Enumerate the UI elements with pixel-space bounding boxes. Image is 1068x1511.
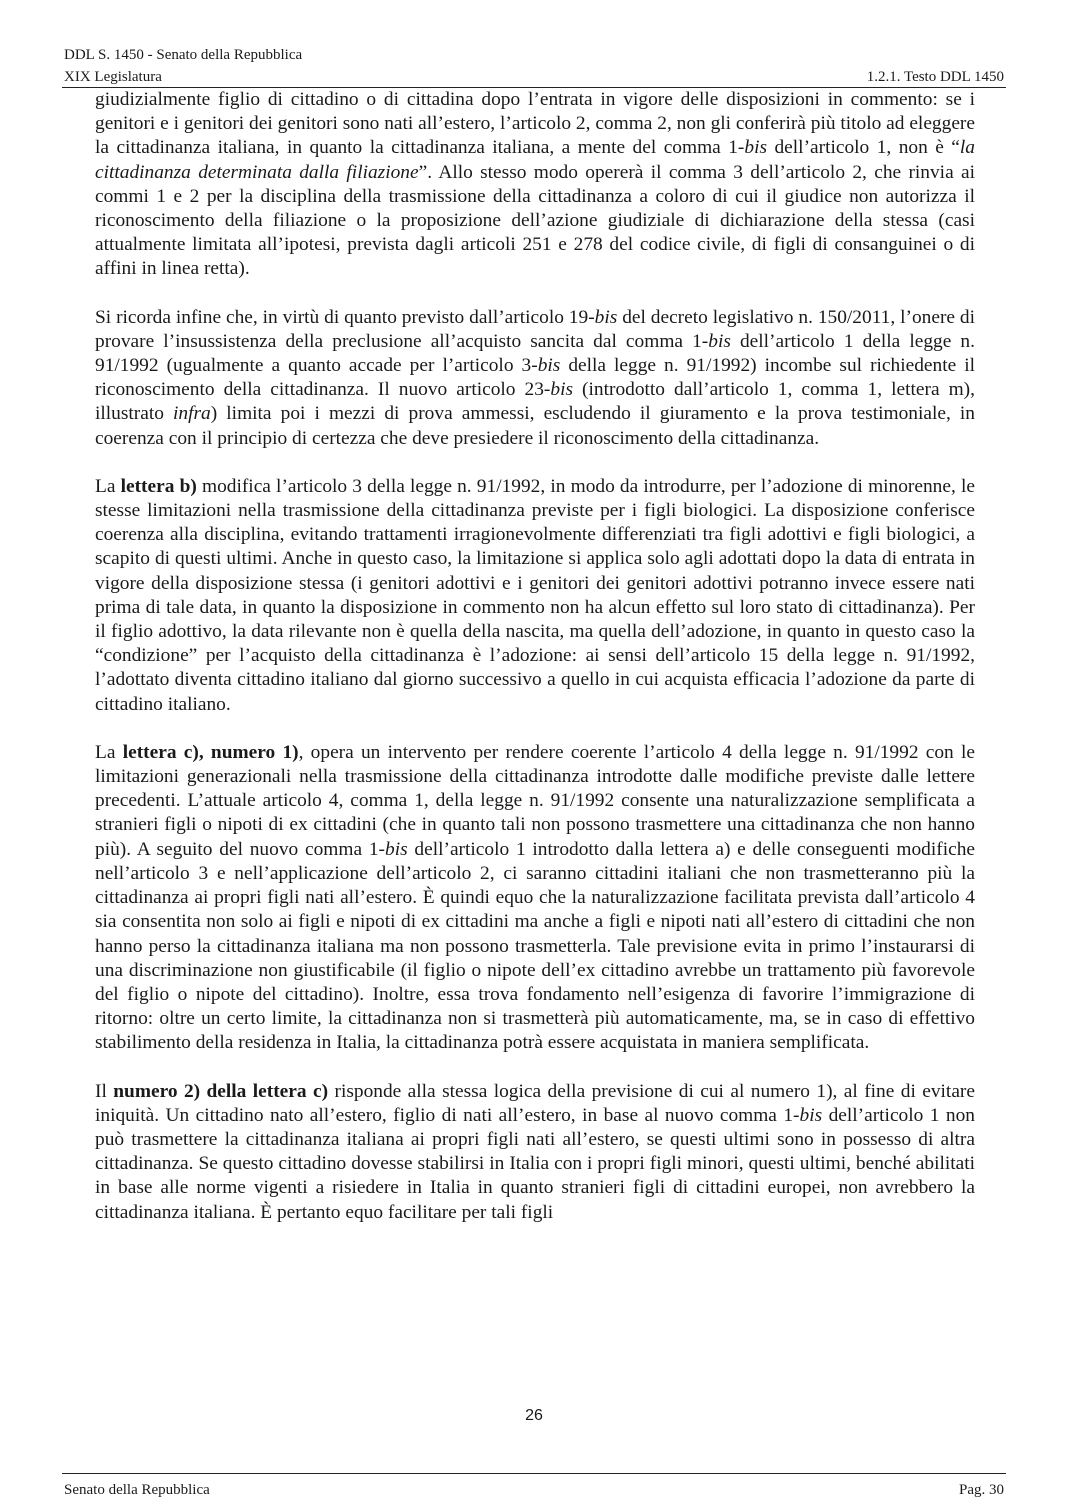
document-body bbox=[95, 88, 975, 1249]
paragraph-5 bbox=[95, 1080, 975, 1225]
italic-run: bis bbox=[799, 1104, 823, 1126]
text-run: ) limita poi i mezzi di prova ammessi, escludendo il giuramento e la prova testimoniale, in coerenza con il principio di certezza che deve presiedere il riconoscimento della cittadinanza. bbox=[95, 403, 975, 449]
italic-run: bis bbox=[594, 306, 618, 328]
footer-left: Senato della Repubblica bbox=[64, 1482, 210, 1498]
paragraph-1 bbox=[95, 88, 975, 282]
italic-run: bis bbox=[708, 330, 731, 352]
footer-rule bbox=[62, 1473, 1006, 1474]
italic-run: infra bbox=[173, 403, 211, 425]
text-run: dell’articolo 1 introdotto dalla lettera a) e delle conseguenti modifiche nell’articolo 3 e nell’applicazione dell’articolo 2, ci saranno cittadini italiani che non trasmetteranno più la cittadinanza ai propri figli nati all’estero. È quindi equo che la naturalizzazione facilitata prevista dall’articolo 4 sia consentita non solo ai figli e nipoti di ex cittadini ma anche a figli e nipoti nati all’estero di cittadini che non hanno perso la cittadinanza italiana ma non possono trasmetterla. Tale previsione evita in primo l’instaurarsi di una discriminazione non giustificabile (il figlio o nipote dell’ex cittadino avrebbe un trattamento più favorevole del figlio o nipote del cittadino). Inoltre, essa trova fondamento nell’esigenza di favorire l’immigrazione di ritorno: oltre un certo limite, la cittadinanza non si trasmetterà più automaticamente, ma, se in caso di effettivo stabilimento della residenza in Italia, la cittadinanza potrà essere acquistata in maniera semplificata. bbox=[95, 838, 976, 1054]
text-run: La bbox=[95, 475, 121, 497]
italic-quote: la cittadinanza determinata dalla filiazione bbox=[95, 137, 976, 183]
text-run: Si ricorda infine che, in virtù di quanto previsto dall’articolo 19- bbox=[95, 306, 595, 328]
text-run: della legge n. 91/1992) incombe sul richiedente il riconoscimento della cittadinanza. Il nuovo articolo 23- bbox=[95, 355, 975, 401]
page-number: 26 bbox=[525, 1407, 543, 1424]
italic-run: bis bbox=[537, 355, 561, 377]
header-legislature: XIX Legislatura bbox=[64, 69, 162, 85]
paragraph-4 bbox=[95, 741, 975, 1056]
text-run: dell’articolo 1 non può trasmettere la cittadinanza italiana ai propri figli nati all’estero, se questi ultimi sono in possesso di altra cittadinanza. Se questo cittadino dovesse stabilirsi in Italia con i propri figli minori, questi ultimi, benché abilitati in base alle norme vigenti a risiedere in Italia in quanto stranieri figli di cittadini europei, non avrebbero la cittadinanza italiana. È pertanto equo facilitare per tali figli bbox=[95, 1104, 975, 1223]
italic-run: bis bbox=[744, 137, 768, 159]
bold-run: numero 2) della lettera c) bbox=[113, 1080, 329, 1102]
bold-run: lettera b) bbox=[120, 475, 197, 497]
text-run: risponde alla stessa logica della previsione di cui al numero 1), al fine di evitare iniquità. Un cittadino nato all’estero, figlio di nati all’estero, in base al nuovo comma 1- bbox=[95, 1080, 975, 1126]
italic-run: bis bbox=[385, 838, 408, 860]
text-run: Il bbox=[95, 1080, 114, 1102]
text-run: (introdotto dall’articolo 1, comma 1, lettera m), illustrato bbox=[95, 379, 975, 425]
footer-right: Pag. 30 bbox=[959, 1482, 1004, 1498]
text-run: dell’articolo 1 della legge n. 91/1992 (ugualmente a quanto accade per l’articolo 3- bbox=[95, 330, 975, 377]
text-run: giudizialmente figlio di cittadino o di cittadina dopo l’entrata in vigore delle disposizioni in commento: se i genitori e i genitori dei genitori sono nati all’estero, l’articolo 2, comma 2, non gli conferirà più titolo ad eleggere la cittadinanza italiana, in quanto la cittadinanza italiana, a mente del comma 1- bbox=[95, 89, 975, 159]
header-section: 1.2.1. Testo DDL 1450 bbox=[866, 69, 1004, 85]
paragraph-3 bbox=[95, 475, 975, 717]
text-run: , opera un intervento per rendere coerente l’articolo 4 della legge n. 91/1992 con le limitazioni generazionali nella trasmissione della cittadinanza introdotte dalle modifiche previste dalle lettere precedenti. L’attuale articolo 4, comma 1, della legge n. 91/1992 consente una naturalizzazione semplificata a stranieri figli o nipoti di ex cittadini (che in quanto tali non possono trasmettere una cittadinanza che non hanno più). A seguito del nuovo comma 1- bbox=[95, 741, 975, 860]
text-run: dell’articolo 1, non è “ bbox=[767, 137, 960, 159]
text-run: modifica l’articolo 3 della legge n. 91/1992, in modo da introdurre, per l’adozione di minorenne, le stesse limitazioni nella trasmissione della cittadinanza previste per i figli biologici. La disposizione conferisce coerenza alla disciplina, evitando trattamenti irragionevolmente differenziati tra figli adottivi e figli biologici, a scapito di questi ultimi. Anche in questo caso, la limitazione si applica solo agli adottati dopo la data di entrata in vigore della disposizione stessa (i genitori adottivi e i genitori dei genitori adottivi potranno invece essere nati prima di tale data, in quanto la disposizione in commento non ha alcun effetto sul loro stato di cittadinanza). Per il figlio adottivo, la data rilevante non è quella della nascita, ma quella dell’adozione, in quanto in questo caso la “condizione” per l’acquisto della cittadinanza è l’adozione: ai sensi dell’articolo 15 della legge n. 91/1992, l’adottato diventa cittadino italiano dal giorno successivo a quello in cui acquista efficacia l’adozione da parte di cittadino italiano. bbox=[95, 475, 975, 715]
text-run: del decreto legislativo n. 150/2011, l’onere di provare l’insussistenza della preclusione all’acquisto sancita dal comma 1- bbox=[95, 306, 975, 352]
italic-run: bis bbox=[550, 379, 574, 401]
text-run: ”. Allo stesso modo opererà il comma 3 dell’articolo 2, che rinvia ai commi 1 e 2 per la disciplina della trasmissione della cittadinanza a coloro di cui il giudice non autorizza il riconoscimento della filiazione o la proposizione dell’azione giudiziale di dichiarazione della stessa (casi attualmente limitata all’ipotesi, prevista dagli articoli 251 e 278 del codice civile, di figli di consanguinei o di affini in linea retta). bbox=[95, 161, 975, 280]
header-title: DDL S. 1450 - Senato della Repubblica bbox=[64, 47, 303, 63]
bold-run: lettera c), numero 1) bbox=[122, 741, 299, 763]
text-run: La bbox=[95, 741, 123, 763]
paragraph-2 bbox=[95, 306, 975, 451]
